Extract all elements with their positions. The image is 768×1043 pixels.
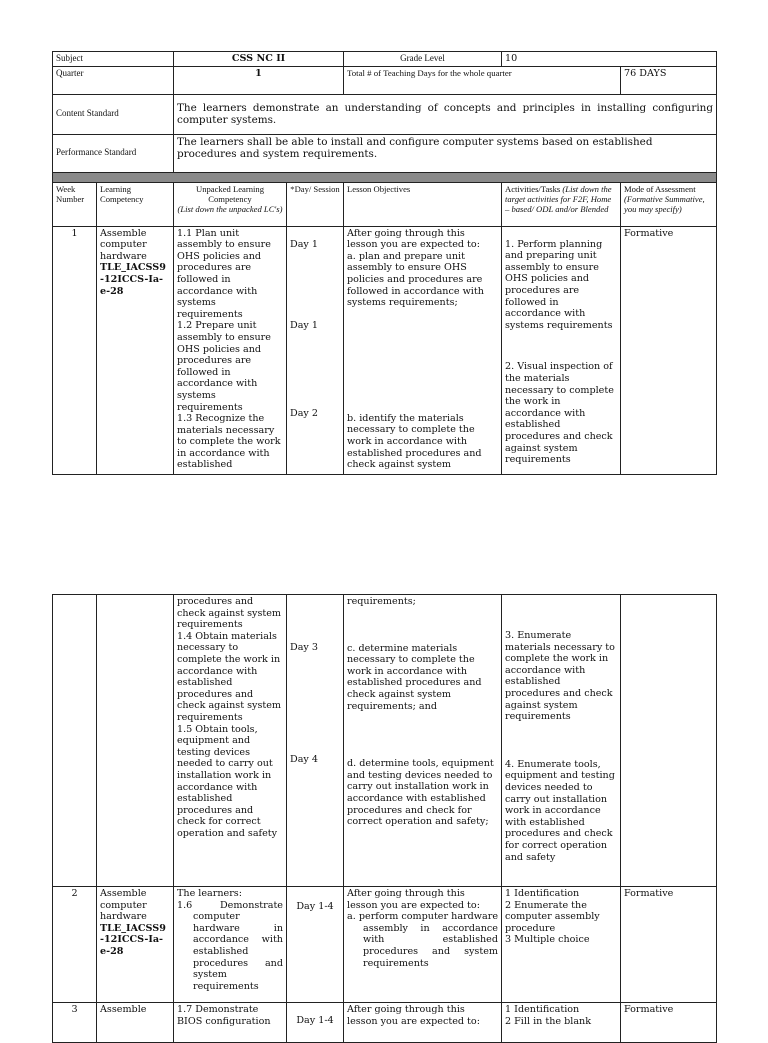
activity-item: 4. Enumerate tools, equipment and testing devices needed to carry out installation work in accordance with established procedures and check for correct operation and safety xyxy=(505,758,615,863)
day-session xyxy=(287,595,344,887)
col-competency: Learning Competency xyxy=(97,182,174,226)
day-label: Day 1-4 xyxy=(296,1015,334,1026)
unpacked-item: 1.6 Demonstrate computer hardware in accordance with established procedures and system requirements xyxy=(177,899,283,992)
activities-tasks xyxy=(502,887,621,1003)
objective-item: c. determine materials necessary to complete the work in accordance with established procedures and check against system requirements; and xyxy=(347,642,482,712)
col-unpacked xyxy=(174,182,287,226)
competency-text: Assemble computer hardware xyxy=(100,227,147,262)
activity-item: 3. Enumerate materials necessary to complete the work in accordance with established procedures and check against system requirements xyxy=(505,630,615,723)
competency-text: Assemble computer hardware xyxy=(100,888,147,923)
unpacked-item: 1.4 Obtain materials necessary to complete the work in accordance with established procedures and check against system requirements xyxy=(177,630,282,723)
day-label: Day 1 xyxy=(290,238,318,250)
content-standard-label: Content Standard xyxy=(53,94,174,134)
page-one xyxy=(52,51,716,475)
mode-of-assessment: Formative xyxy=(621,226,717,474)
curriculum-map-table xyxy=(52,51,717,475)
unpacked-competency xyxy=(174,887,287,1003)
competency-code: TLE_IACSS9 -12ICCS-Ia-e-28 xyxy=(100,262,166,297)
objective-item: After going through this lesson you are expected to: a. plan and prepare unit assembly to ensure OHS policies and procedures are followed in accordance with systems requirements; xyxy=(347,227,484,309)
objective-intro: After going through this lesson you are expected to: xyxy=(347,888,480,911)
unpacked-item: 1.5 Obtain tools, equipment and testing devices needed to carry out installation work in accordance with established procedures and check for correct operation and safety xyxy=(177,723,278,839)
objective-item: requirements; xyxy=(347,596,416,607)
day-session xyxy=(287,887,344,1003)
week-number: 3 xyxy=(53,1003,97,1043)
mode-of-assessment xyxy=(621,595,717,887)
col-unpacked-title: Unpacked Learning Competency xyxy=(195,183,264,204)
mode-of-assessment: Formative xyxy=(621,1003,717,1043)
lesson-objectives xyxy=(344,595,502,887)
unpacked-item: procedures and check against system requirements xyxy=(177,596,282,631)
content-standard-value: The learners demonstrate an understanding of concepts and principles in installing configuring computer systems. xyxy=(174,94,717,134)
col-week: Week Number xyxy=(53,182,97,226)
lesson-objectives: After going through this lesson you are expected to: xyxy=(344,1003,502,1043)
learning-competency xyxy=(97,226,174,474)
mode-of-assessment: Formative xyxy=(621,887,717,1003)
grade-label: Grade Level xyxy=(344,52,502,67)
performance-standard-label: Performance Standard xyxy=(53,134,174,172)
unpacked-item: 1.3 Recognize the materials necessary to complete the work in accordance with established xyxy=(177,413,281,471)
activities-tasks xyxy=(502,226,621,474)
day-label: Day 4 xyxy=(290,753,318,765)
learning-competency xyxy=(97,595,174,887)
unpacked-competency: 1.7 Demonstrate BIOS configuration xyxy=(174,1003,287,1043)
week-number xyxy=(53,595,97,887)
col-activities xyxy=(502,182,621,226)
activity-list: 1 Identification 2 Enumerate the computer assembly procedure 3 Multiple choice xyxy=(505,888,600,946)
col-objectives: Lesson Objectives xyxy=(344,182,502,226)
activity-item: 2. Visual inspection of the materials necessary to complete the work in accordance with established procedures and check against system requirements xyxy=(505,361,614,466)
objective-item: a. perform computer hardware assembly in accordance with established procedures and system requirements xyxy=(347,911,498,969)
activities-tasks: 1 Identification 2 Fill in the blank xyxy=(502,1003,621,1043)
grade-value: 10 xyxy=(502,52,717,67)
activity-item: 1. Perform planning and preparing unit assembly to ensure OHS policies and procedures are followed in accordance with systems requirements xyxy=(505,238,613,331)
lesson-objectives xyxy=(344,226,502,474)
col-activities-note: (List down the target activities for F2F, Home – based/ ODL and/or Blended xyxy=(505,183,612,214)
unpacked-competency xyxy=(174,595,287,887)
unpacked-item: 1.1 Plan unit assembly to ensure OHS policies and procedures are followed in accordance with systems requirements xyxy=(177,227,271,320)
performance-standard-value: The learners shall be able to install and configure computer systems based on established procedures and system requirements. xyxy=(174,134,717,172)
col-assessment xyxy=(621,182,717,226)
day-label: Day 1 xyxy=(290,320,318,332)
unpacked-intro: The learners: xyxy=(177,888,242,899)
unpacked-item: 1.2 Prepare unit assembly to ensure OHS policies and procedures are followed in accordance with systems requirements xyxy=(177,320,271,413)
day-label: Day 1-4 xyxy=(296,901,334,912)
week-number: 2 xyxy=(53,887,97,1003)
lesson-objectives xyxy=(344,887,502,1003)
objective-item: d. determine tools, equipment and testing devices needed to carry out installation work in accordance with established procedures and check for correct operation and safety; xyxy=(347,758,494,828)
quarter-label: Quarter xyxy=(53,66,174,94)
learning-competency: Assemble xyxy=(97,1003,174,1043)
page-two xyxy=(52,594,716,1043)
subject-value: CSS NC II xyxy=(174,52,344,67)
curriculum-map-table-continued xyxy=(52,594,717,1043)
day-label: Day 2 xyxy=(290,407,318,419)
activities-tasks xyxy=(502,595,621,887)
col-activities-title: Activities/Tasks xyxy=(505,183,561,194)
days-label xyxy=(344,66,621,94)
day-session xyxy=(287,226,344,474)
col-day: *Day/ Session xyxy=(287,182,344,226)
col-assessment-title: Mode of Assessment xyxy=(624,183,696,194)
col-unpacked-note: (List down the unpacked LC's) xyxy=(177,203,283,214)
competency-code: TLE_IACSS9 -12ICCS-Ia-e-28 xyxy=(100,922,166,957)
learning-competency xyxy=(97,887,174,1003)
col-assessment-note: (Formative Summative, you may specify) xyxy=(624,193,705,214)
day-session xyxy=(287,1003,344,1043)
week-number: 1 xyxy=(53,226,97,474)
subject-label: Subject xyxy=(53,52,174,67)
days-label-text: Total # of Teaching Days for the whole quarter xyxy=(347,67,512,78)
objective-item: b. identify the materials necessary to complete the work in accordance with established procedures and check against system xyxy=(347,412,482,471)
section-divider xyxy=(53,172,717,182)
days-value: 76 DAYS xyxy=(621,66,717,94)
day-label: Day 3 xyxy=(290,642,318,653)
quarter-value: 1 xyxy=(174,66,344,94)
unpacked-competency xyxy=(174,226,287,474)
